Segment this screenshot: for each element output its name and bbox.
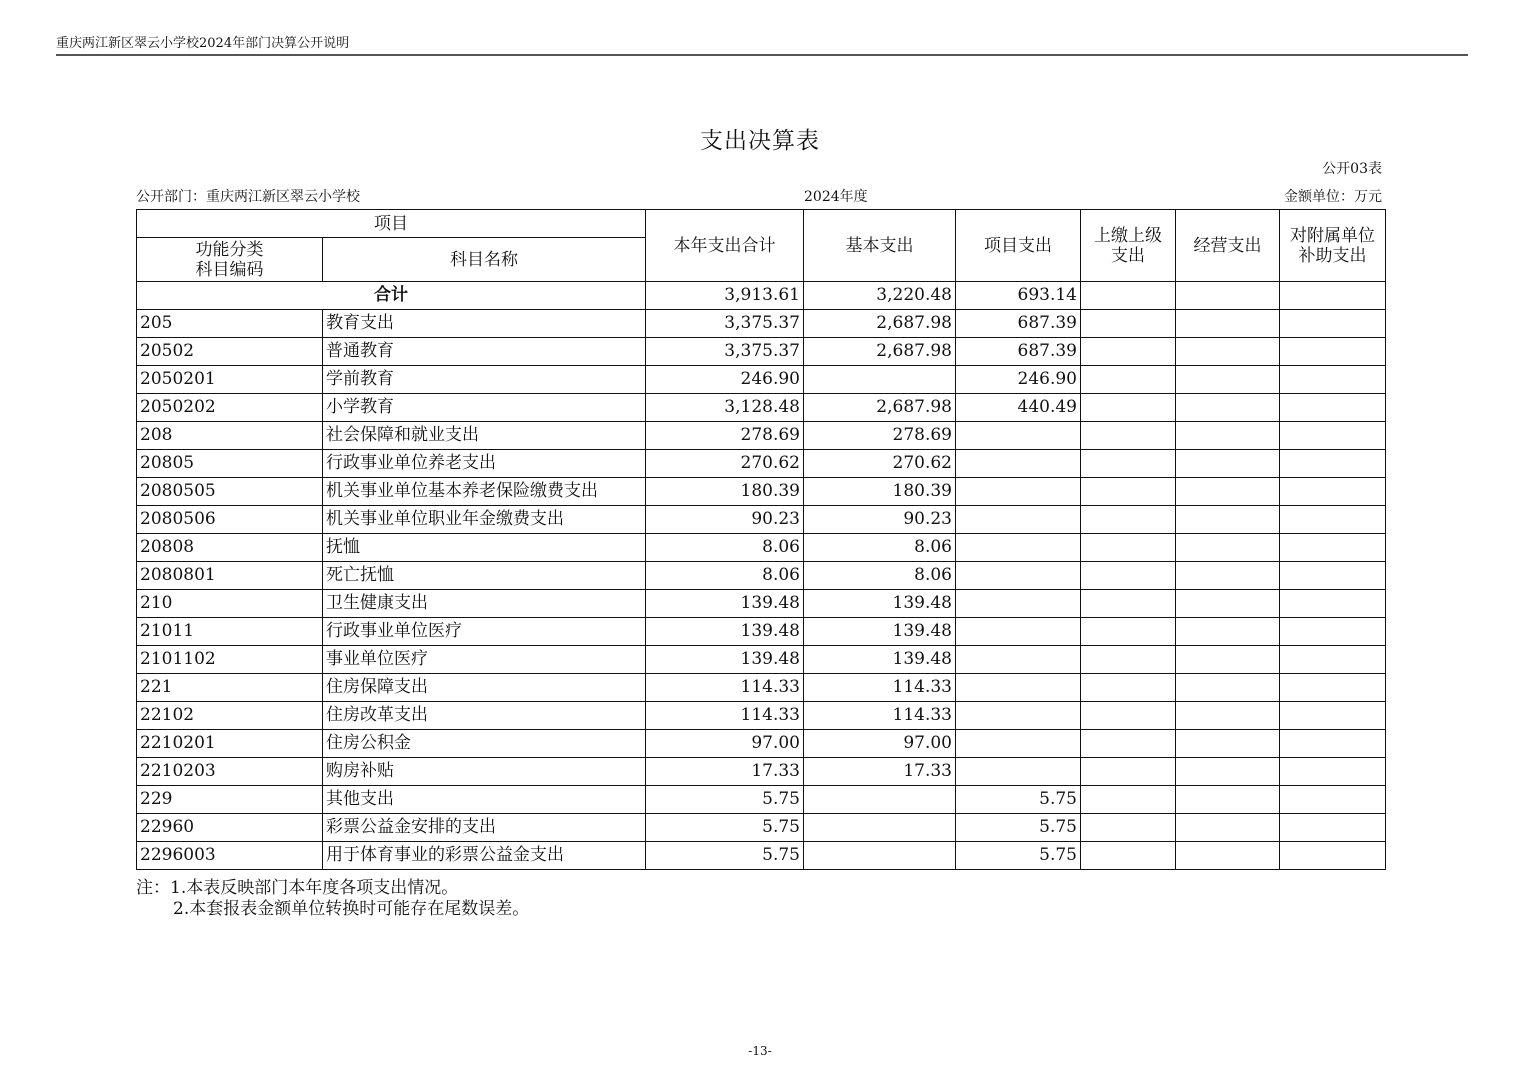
row-code: 20808 — [137, 534, 323, 562]
header-business: 经营支出 — [1176, 210, 1280, 282]
table-row — [137, 506, 1386, 534]
row-basic: 278.69 — [804, 422, 956, 450]
row-project — [956, 758, 1081, 786]
row-total: 3,128.48 — [646, 394, 804, 422]
row-project: 5.75 — [956, 786, 1081, 814]
total-business — [1176, 282, 1280, 310]
row-code: 2050202 — [137, 394, 323, 422]
row-subsidy — [1280, 450, 1386, 478]
row-subsidy — [1280, 534, 1386, 562]
row-basic: 180.39 — [804, 478, 956, 506]
row-project — [956, 534, 1081, 562]
row-basic: 97.00 — [804, 730, 956, 758]
row-business — [1176, 310, 1280, 338]
row-business — [1176, 478, 1280, 506]
row-subsidy — [1280, 478, 1386, 506]
row-business — [1176, 338, 1280, 366]
row-name: 行政事业单位医疗 — [323, 618, 646, 646]
row-project — [956, 422, 1081, 450]
row-total: 90.23 — [646, 506, 804, 534]
row-upper — [1081, 534, 1176, 562]
row-upper — [1081, 478, 1176, 506]
header-upper: 上缴上级 支出 — [1081, 210, 1176, 282]
row-basic: 270.62 — [804, 450, 956, 478]
row-name: 住房保障支出 — [323, 674, 646, 702]
year-label: 2024年度 — [804, 189, 868, 205]
row-subsidy — [1280, 562, 1386, 590]
row-subsidy — [1280, 506, 1386, 534]
table-row — [137, 814, 1386, 842]
table-row — [137, 730, 1386, 758]
row-basic: 2,687.98 — [804, 338, 956, 366]
row-business — [1176, 366, 1280, 394]
row-code: 2050201 — [137, 366, 323, 394]
row-business — [1176, 758, 1280, 786]
table-row — [137, 366, 1386, 394]
row-total: 3,375.37 — [646, 338, 804, 366]
row-basic — [804, 842, 956, 870]
row-project — [956, 478, 1081, 506]
row-basic: 8.06 — [804, 534, 956, 562]
row-upper — [1081, 394, 1176, 422]
row-name: 社会保障和就业支出 — [323, 422, 646, 450]
row-code: 22960 — [137, 814, 323, 842]
row-subsidy — [1280, 590, 1386, 618]
row-name: 住房公积金 — [323, 730, 646, 758]
header-total: 本年支出合计 — [646, 210, 804, 282]
total-project: 693.14 — [956, 282, 1081, 310]
header-item: 项目 — [137, 210, 646, 238]
row-project — [956, 590, 1081, 618]
row-total: 5.75 — [646, 842, 804, 870]
table-row — [137, 842, 1386, 870]
row-total: 114.33 — [646, 702, 804, 730]
row-code: 2080801 — [137, 562, 323, 590]
row-basic: 17.33 — [804, 758, 956, 786]
row-business — [1176, 394, 1280, 422]
row-basic — [804, 366, 956, 394]
row-total: 270.62 — [646, 450, 804, 478]
row-name: 行政事业单位养老支出 — [323, 450, 646, 478]
notes — [136, 878, 529, 920]
row-project: 687.39 — [956, 338, 1081, 366]
table-row — [137, 394, 1386, 422]
header-basic: 基本支出 — [804, 210, 956, 282]
table-row — [137, 422, 1386, 450]
table-row — [137, 310, 1386, 338]
row-subsidy — [1280, 394, 1386, 422]
row-code: 2210203 — [137, 758, 323, 786]
row-subsidy — [1280, 422, 1386, 450]
row-upper — [1081, 310, 1176, 338]
row-project: 440.49 — [956, 394, 1081, 422]
row-name: 住房改革支出 — [323, 702, 646, 730]
total-subsidy — [1280, 282, 1386, 310]
row-project — [956, 562, 1081, 590]
expenditure-table — [136, 209, 1386, 870]
row-name: 彩票公益金安排的支出 — [323, 814, 646, 842]
row-project: 246.90 — [956, 366, 1081, 394]
row-basic: 8.06 — [804, 562, 956, 590]
table-row — [137, 562, 1386, 590]
row-business — [1176, 506, 1280, 534]
row-business — [1176, 702, 1280, 730]
row-code: 221 — [137, 674, 323, 702]
row-business — [1176, 450, 1280, 478]
row-total: 8.06 — [646, 534, 804, 562]
row-subsidy — [1280, 702, 1386, 730]
row-code: 205 — [137, 310, 323, 338]
row-business — [1176, 422, 1280, 450]
row-subsidy — [1280, 366, 1386, 394]
row-subsidy — [1280, 674, 1386, 702]
row-basic: 139.48 — [804, 618, 956, 646]
row-project: 687.39 — [956, 310, 1081, 338]
total-row — [137, 282, 1386, 310]
row-subsidy — [1280, 814, 1386, 842]
row-project — [956, 646, 1081, 674]
row-business — [1176, 646, 1280, 674]
row-name: 购房补贴 — [323, 758, 646, 786]
row-subsidy — [1280, 842, 1386, 870]
row-upper — [1081, 674, 1176, 702]
row-code: 22102 — [137, 702, 323, 730]
row-upper — [1081, 338, 1176, 366]
table-row — [137, 702, 1386, 730]
row-name: 机关事业单位基本养老保险缴费支出 — [323, 478, 646, 506]
row-name: 学前教育 — [323, 366, 646, 394]
row-upper — [1081, 786, 1176, 814]
header-project: 项目支出 — [956, 210, 1081, 282]
row-subsidy — [1280, 786, 1386, 814]
row-project: 5.75 — [956, 842, 1081, 870]
table-row — [137, 758, 1386, 786]
row-basic: 90.23 — [804, 506, 956, 534]
row-subsidy — [1280, 730, 1386, 758]
header-subsidy: 对附属单位 补助支出 — [1280, 210, 1386, 282]
department-label: 公开部门：重庆两江新区翠云小学校 — [136, 189, 360, 205]
row-total: 139.48 — [646, 646, 804, 674]
row-subsidy — [1280, 758, 1386, 786]
row-name: 事业单位医疗 — [323, 646, 646, 674]
row-name: 小学教育 — [323, 394, 646, 422]
row-name: 死亡抚恤 — [323, 562, 646, 590]
header-code: 功能分类 科目编码 — [137, 238, 323, 282]
row-basic: 139.48 — [804, 646, 956, 674]
row-total: 180.39 — [646, 478, 804, 506]
row-subsidy — [1280, 310, 1386, 338]
row-name: 用于体育事业的彩票公益金支出 — [323, 842, 646, 870]
row-upper — [1081, 618, 1176, 646]
total-total: 3,913.61 — [646, 282, 804, 310]
row-name: 普通教育 — [323, 338, 646, 366]
row-project — [956, 730, 1081, 758]
row-name: 抚恤 — [323, 534, 646, 562]
table-row — [137, 646, 1386, 674]
row-project: 5.75 — [956, 814, 1081, 842]
table-row — [137, 450, 1386, 478]
row-code: 2210201 — [137, 730, 323, 758]
header-divider — [56, 54, 1468, 56]
row-code: 229 — [137, 786, 323, 814]
row-basic: 2,687.98 — [804, 394, 956, 422]
table-row — [137, 338, 1386, 366]
row-upper — [1081, 646, 1176, 674]
row-code: 21011 — [137, 618, 323, 646]
row-code: 20805 — [137, 450, 323, 478]
row-total: 246.90 — [646, 366, 804, 394]
row-basic: 2,687.98 — [804, 310, 956, 338]
row-code: 2080505 — [137, 478, 323, 506]
row-subsidy — [1280, 338, 1386, 366]
row-business — [1176, 730, 1280, 758]
row-name: 机关事业单位职业年金缴费支出 — [323, 506, 646, 534]
row-project — [956, 674, 1081, 702]
row-upper — [1081, 758, 1176, 786]
row-total: 8.06 — [646, 562, 804, 590]
row-code: 2080506 — [137, 506, 323, 534]
table-row — [137, 590, 1386, 618]
row-code: 210 — [137, 590, 323, 618]
row-subsidy — [1280, 646, 1386, 674]
row-total: 5.75 — [646, 786, 804, 814]
row-basic — [804, 814, 956, 842]
row-basic: 139.48 — [804, 590, 956, 618]
row-business — [1176, 562, 1280, 590]
row-project — [956, 450, 1081, 478]
row-code: 208 — [137, 422, 323, 450]
row-total: 3,375.37 — [646, 310, 804, 338]
row-code: 2296003 — [137, 842, 323, 870]
row-business — [1176, 842, 1280, 870]
table-row — [137, 534, 1386, 562]
row-upper — [1081, 590, 1176, 618]
row-total: 5.75 — [646, 814, 804, 842]
row-project — [956, 618, 1081, 646]
page-number: -13- — [748, 1044, 772, 1058]
row-business — [1176, 534, 1280, 562]
row-name: 其他支出 — [323, 786, 646, 814]
row-upper — [1081, 730, 1176, 758]
total-upper — [1081, 282, 1176, 310]
row-upper — [1081, 422, 1176, 450]
row-total: 139.48 — [646, 618, 804, 646]
document-header: 重庆两江新区翠云小学校2024年部门决算公开说明 — [56, 36, 350, 51]
row-business — [1176, 590, 1280, 618]
table-row — [137, 786, 1386, 814]
row-total: 278.69 — [646, 422, 804, 450]
total-label: 合计 — [137, 282, 646, 310]
table-row — [137, 674, 1386, 702]
row-business — [1176, 674, 1280, 702]
row-total: 139.48 — [646, 590, 804, 618]
row-upper — [1081, 842, 1176, 870]
table-row — [137, 478, 1386, 506]
row-name: 卫生健康支出 — [323, 590, 646, 618]
row-basic: 114.33 — [804, 674, 956, 702]
row-upper — [1081, 366, 1176, 394]
row-total: 17.33 — [646, 758, 804, 786]
row-total: 97.00 — [646, 730, 804, 758]
row-business — [1176, 786, 1280, 814]
table-row — [137, 618, 1386, 646]
row-upper — [1081, 814, 1176, 842]
row-upper — [1081, 506, 1176, 534]
row-upper — [1081, 450, 1176, 478]
row-project — [956, 506, 1081, 534]
form-code: 公开03表 — [1322, 161, 1382, 177]
row-total: 114.33 — [646, 674, 804, 702]
row-upper — [1081, 702, 1176, 730]
row-business — [1176, 814, 1280, 842]
row-code: 2101102 — [137, 646, 323, 674]
row-business — [1176, 618, 1280, 646]
page-title: 支出决算表 — [700, 128, 820, 154]
row-project — [956, 702, 1081, 730]
row-basic: 114.33 — [804, 702, 956, 730]
note-2: 2.本套报表金额单位转换时可能存在尾数误差。 — [173, 899, 530, 919]
row-subsidy — [1280, 618, 1386, 646]
row-code: 20502 — [137, 338, 323, 366]
unit-label: 金额单位：万元 — [1284, 189, 1382, 205]
row-upper — [1081, 562, 1176, 590]
row-basic — [804, 786, 956, 814]
total-basic: 3,220.48 — [804, 282, 956, 310]
row-name: 教育支出 — [323, 310, 646, 338]
header-name: 科目名称 — [323, 238, 646, 282]
note-1: 注：1.本表反映部门本年度各项支出情况。 — [136, 878, 459, 898]
